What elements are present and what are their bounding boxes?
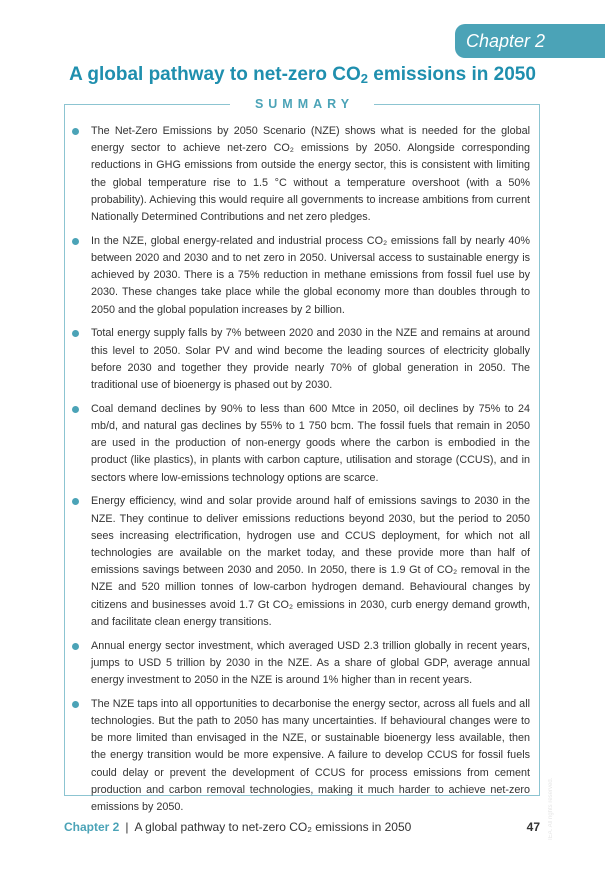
page-title xyxy=(20,63,585,87)
bullet-dot-icon xyxy=(72,330,79,337)
summary-bullet xyxy=(72,123,530,226)
bullet-dot-icon xyxy=(72,643,79,650)
summary-bullet xyxy=(72,638,530,690)
summary-bullet-text: In the NZE, global energy-related and industrial process CO₂ emissions fall by nearly 40% between 2020 and 2030 and to net zero in 2050. Universal access to sustainable energy is achieved by 2030. There is a 75% reduction in methane emissions from fossil fuel use by 2030. These changes take place while the global economy more than doubles through to 2050 and the global population increases by 2 billion. xyxy=(91,234,530,316)
summary-heading: SUMMARY xyxy=(254,97,355,111)
summary-bullet-text: The Net-Zero Emissions by 2050 Scenario (NZE) shows what is needed for the global energy sector to achieve net-zero CO₂ emissions by 2050. Alongside corresponding reductions in GHG emissions from outside the energy sector, this is consistent with limiting the global temperature rise to 1.5 °C without a temperature overshoot (with a 50% probability). Achieving this would require all governments to increase ambitions from current Nationally Determined Contributions and net zero pledges. xyxy=(91,125,530,224)
summary-bullet xyxy=(72,233,530,319)
summary-rule-left xyxy=(64,104,230,105)
bullet-dot-icon xyxy=(72,498,79,505)
summary-bullet-text: Total energy supply falls by 7% between 2020 and 2030 in the NZE and remains at around this level to 2050. Solar PV and wind become the leading sources of electricity globally before 2030 and together they provide nearly 70% of global generation in 2050. The traditional use of bioenergy is phased out by 2030. xyxy=(91,327,530,392)
summary-bullet-text: The NZE taps into all opportunities to decarbonise the energy sector, across all fuels and all technologies. But the path to 2050 has many uncertainties. If behavioural changes were to be more limited than envisaged in the NZE, or sustainable bioenergy less available, then the energy transition would be more expensive. A failure to develop CCUS for fossil fuels could delay or prevent the development of CCUS for process emissions from cement production and carbon removal technologies, making it much harder to achieve net-zero emissions by 2050. xyxy=(91,697,530,814)
summary-bullet-text: Energy efficiency, wind and solar provide around half of emissions savings to 2030 in the NZE. They continue to deliver emissions reductions beyond 2030, but the period to 2050 sees increasing electrification, hydrogen use and CCUS deployment, for which not all technologies are available on the market today, and these provide more than half of emissions savings between 2030 and 2050. In 2050, there is 1.9 Gt of CO₂ removal in the NZE and 520 million tonnes of low-carbon hydrogen demand. Behavioural changes by citizens and businesses avoid 1.7 Gt CO₂ emissions in 2030, curb energy demand growth, and facilitate clean energy transitions. xyxy=(91,495,530,628)
page-title-subscript: 2 xyxy=(360,71,368,86)
summary-bullet-text: Annual energy sector investment, which averaged USD 2.3 trillion globally in recent years, jumps to USD 5 trillion by 2030 in the NZE. As a share of global GDP, average annual energy investment to 2050 in the NZE is around 1% higher than in recent years. xyxy=(91,639,530,687)
page-title-end: emissions in 2050 xyxy=(368,64,536,85)
bullet-dot-icon xyxy=(72,238,79,245)
bullet-dot-icon xyxy=(72,128,79,135)
bullet-dot-icon xyxy=(72,701,79,708)
page-number: 47 xyxy=(526,820,540,834)
summary-bullet xyxy=(72,493,530,631)
summary-bullet xyxy=(72,325,530,394)
summary-bullet-text: Coal demand declines by 90% to less than 600 Mtce in 2050, oil declines by 75% to 24 mb/d, and natural gas declines by 55% to 1 750 bcm. The fossil fuels that remain in 2050 are used in the production of non-energy goods where the carbon is embodied in the product (like plastics), in plants with carbon capture, utilisation and storage (CCUS), and in sectors where low-emissions technology options are scarce. xyxy=(91,402,530,484)
footer-chapter: Chapter 2 xyxy=(64,820,120,834)
footer-separator: | xyxy=(125,820,129,834)
summary-bullet xyxy=(72,401,530,487)
summary-bullet-list xyxy=(72,123,530,823)
watermark: IEA. All rights reserved. xyxy=(548,777,554,840)
page-footer xyxy=(64,819,411,835)
chapter-tab: Chapter 2 xyxy=(455,24,605,58)
summary-bullet xyxy=(72,696,530,816)
page-title-main: A global pathway to net-zero CO xyxy=(69,64,361,85)
summary-rule-right xyxy=(374,104,540,105)
bullet-dot-icon xyxy=(72,406,79,413)
footer-title: A global pathway to net-zero CO₂ emissions in 2050 xyxy=(134,820,412,834)
